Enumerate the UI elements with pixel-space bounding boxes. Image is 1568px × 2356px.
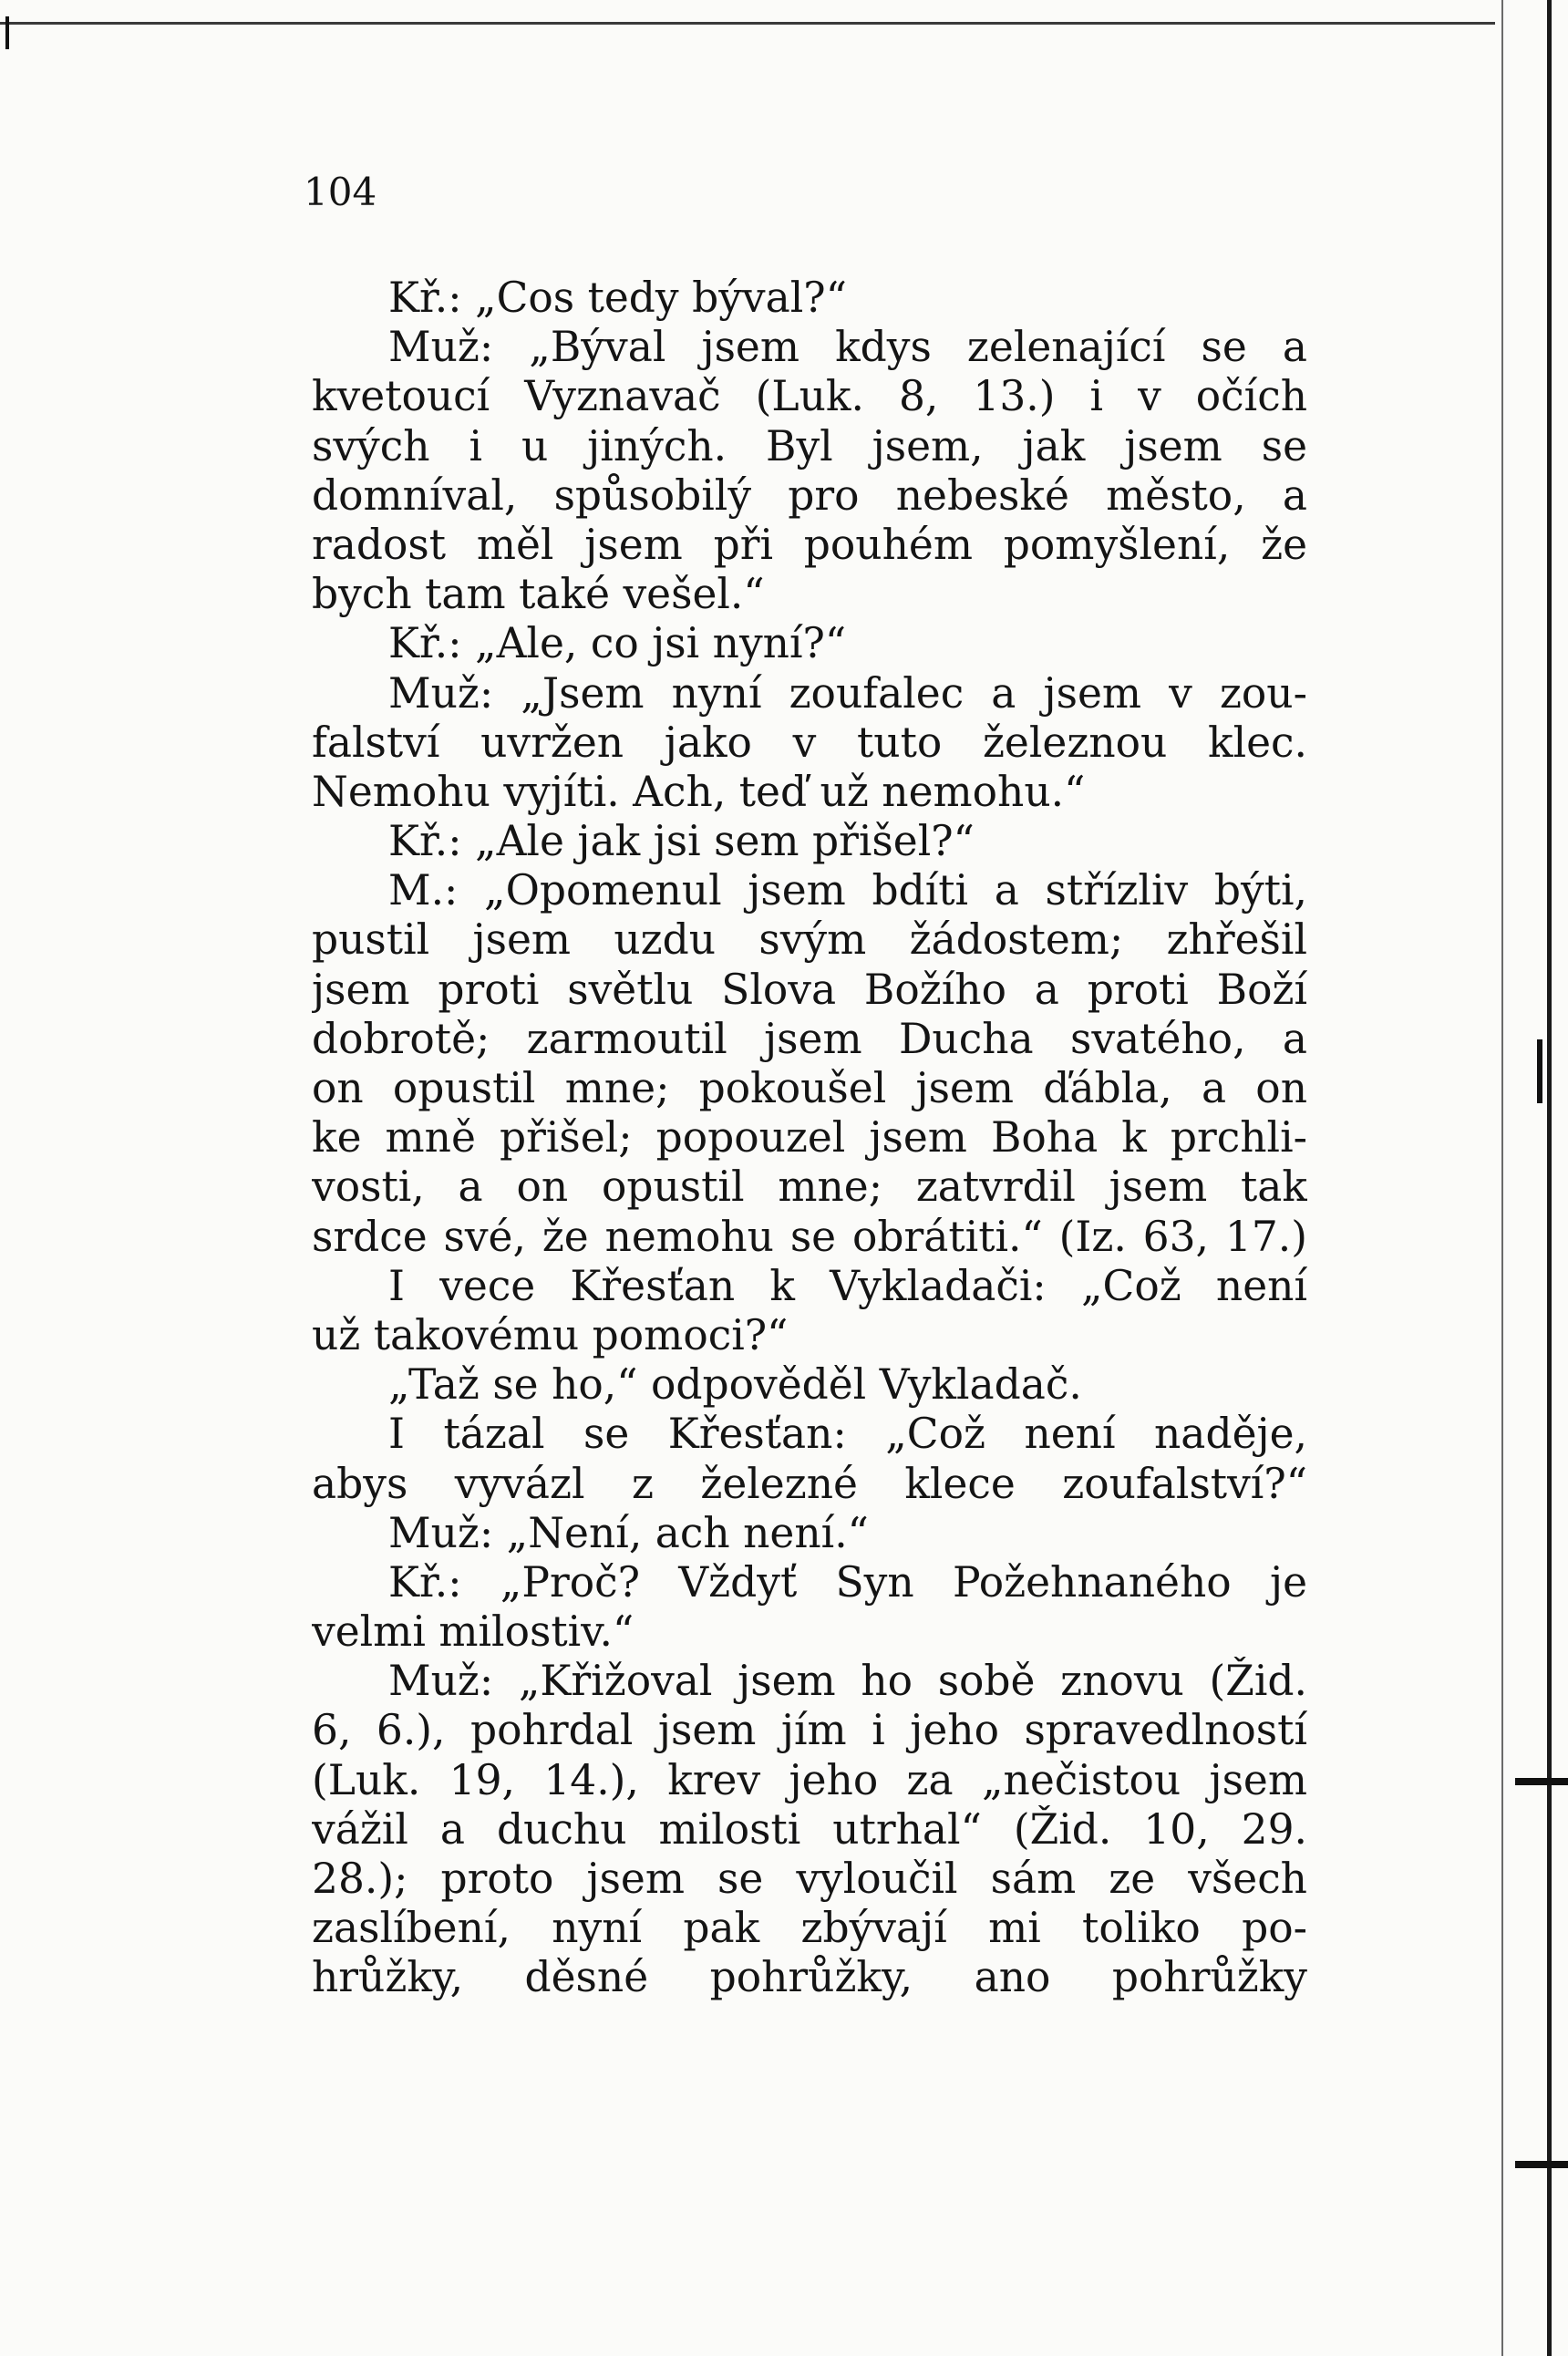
text-line: domníval, spůsobilý pro nebeské město, a — [312, 470, 1307, 520]
text-line: bych tam také vešel.“ — [312, 570, 765, 619]
text-line: radost měl jsem při pouhém pomyšlení, že — [312, 520, 1307, 569]
text-line: Muž: „Býval jsem kdys zelenající se a — [388, 323, 1307, 372]
scan-corner-mark — [5, 16, 27, 49]
text-line: ke mně přišel; popouzel jsem Boha k prchli- — [312, 1113, 1307, 1162]
text-line: Muž: „Jsem nyní zoufalec a jsem v zou- — [388, 668, 1307, 718]
text-line: Kř.: „Proč? Vždyť Syn Požehnaného je — [388, 1557, 1307, 1607]
text-line: Nemohu vyjíti. Ach, teď už nemohu.“ — [312, 767, 1086, 816]
text-line: vosti, a on opustil mne; zatvrdil jsem tak — [312, 1162, 1307, 1212]
scan-right-edge — [1547, 0, 1552, 2356]
text-line: I vece Křesťan k Vykladači: „Což není — [388, 1261, 1307, 1310]
text-line: 6, 6.), pohrdal jsem jím i jeho spravedlností — [312, 1706, 1307, 1755]
text-line: „Taž se ho,“ odpověděl Vykladač. — [388, 1360, 1082, 1410]
text-line: svých i u jiných. Byl jsem, jak jsem se — [312, 421, 1307, 470]
text-line: abys vyvázl z železné klece zoufalství?“ — [312, 1459, 1307, 1508]
text-line: Kř.: „Cos tedy býval?“ — [388, 274, 847, 322]
text-line: srdce své, že nemohu se obrátiti.“ (Iz. 63, 17.) — [312, 1212, 1307, 1261]
text-line: Muž: „Křižoval jsem ho sobě znovu (Žid. — [388, 1657, 1307, 1706]
text-line: hrůžky, děsné pohrůžky, ano pohrůžky — [312, 1953, 1307, 2002]
text-line: falství uvržen jako v tuto železnou klec. — [312, 718, 1307, 767]
text-line: M.: „Opomenul jsem bdíti a střízliv býti, — [388, 866, 1307, 915]
text-line: Kř.: „Ale, co jsi nyní?“ — [388, 619, 847, 668]
text-line: Muž: „Není, ach není.“ — [388, 1508, 869, 1557]
scan-top-edge — [0, 22, 1495, 25]
text-line: velmi milostiv.“ — [312, 1607, 634, 1657]
scan-gutter-line — [1501, 0, 1503, 2356]
text-line: jsem proti světlu Slova Božího a proti Boží — [312, 965, 1307, 1014]
scan-edge-notch — [1515, 2161, 1568, 2168]
text-line: dobrotě; zarmoutil jsem Ducha svatého, a — [312, 1014, 1307, 1063]
scan-edge-tick — [1537, 1039, 1542, 1103]
text-line: kvetoucí Vyznavač (Luk. 8, 13.) i v očích — [312, 372, 1307, 421]
text-line: Kř.: „Ale jak jsi sem přišel?“ — [388, 817, 975, 866]
text-line: vážil a duchu milosti utrhal“ (Žid. 10, 29. — [312, 1804, 1307, 1854]
scan-edge-notch — [1515, 1778, 1568, 1785]
text-line: (Luk. 19, 14.), krev jeho za „nečistou jsem — [312, 1755, 1307, 1804]
text-line: 28.); proto jsem se vyloučil sám ze všech — [312, 1855, 1307, 1903]
page-number: 104 — [304, 170, 377, 214]
text-line: on opustil mne; pokoušel jsem ďábla, a on — [312, 1064, 1307, 1112]
text-line: zaslíbení, nyní pak zbývají mi toliko po- — [312, 1904, 1307, 1953]
text-line: pustil jsem uzdu svým žádostem; zhřešil — [312, 915, 1307, 965]
text-line: I tázal se Křesťan: „Což není naděje, — [388, 1410, 1307, 1459]
text-line: už takovému pomoci?“ — [312, 1310, 789, 1359]
body-text — [312, 274, 1307, 2003]
